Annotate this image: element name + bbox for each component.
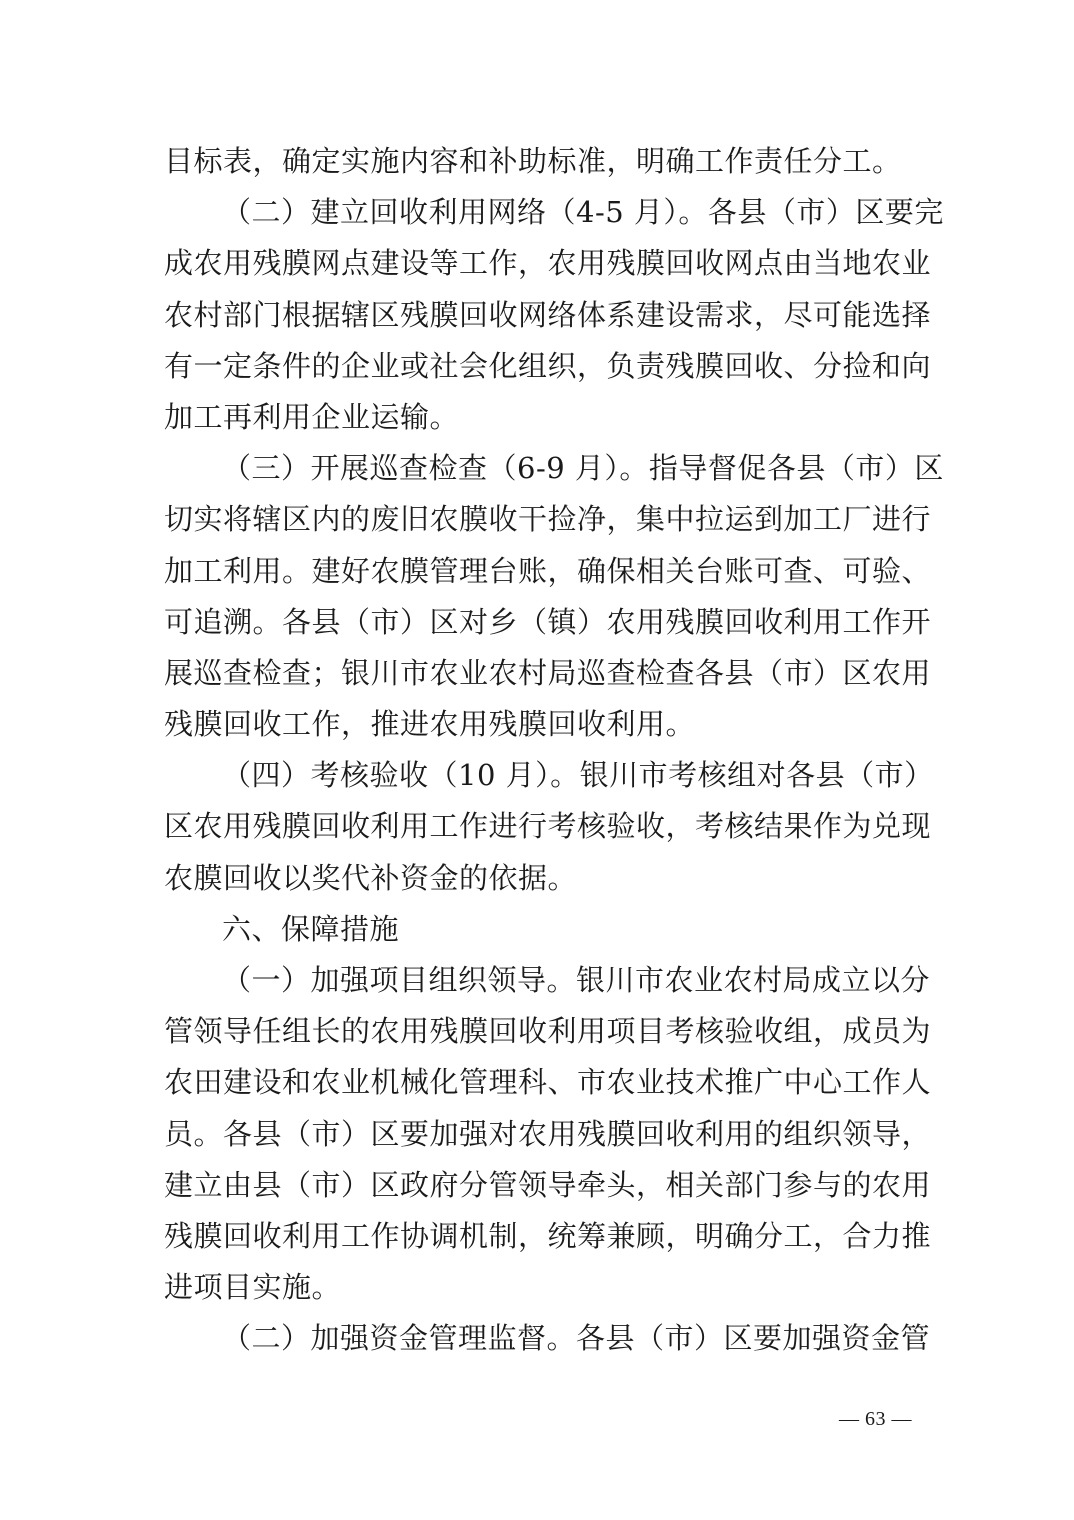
paragraph-line: 管领导任组长的农用残膜回收利用项目考核验收组，成员为 xyxy=(164,1014,932,1049)
paragraph-line: （四）考核验收（10 月）。银川市考核组对各县（市） xyxy=(222,758,934,793)
paragraph-line: 残膜回收工作，推进农用残膜回收利用。 xyxy=(164,707,696,742)
paragraph-line: 切实将辖区内的废旧农膜收干捡净，集中拉运到加工厂进行 xyxy=(164,502,932,537)
paragraph-line: 员。各县（市）区要加强对农用残膜回收利用的组织领导， xyxy=(164,1116,932,1151)
paragraph-line: （二）建立回收利用网络（4-5 月）。各县（市）区要完 xyxy=(222,195,944,230)
paragraph-line: （二）加强资金管理监督。各县（市）区要加强资金管 xyxy=(222,1321,931,1356)
paragraph-line: 进项目实施。 xyxy=(164,1270,342,1305)
paragraph-line: 残膜回收利用工作协调机制，统筹兼顾，明确分工，合力推 xyxy=(164,1218,932,1253)
paragraph-line: 成农用残膜网点建设等工作，农用残膜回收网点由当地农业 xyxy=(164,246,932,281)
paragraph-line: 建立由县（市）区政府分管领导牵头，相关部门参与的农用 xyxy=(164,1167,932,1202)
document-body xyxy=(164,136,944,1365)
paragraph-line: 目标表，确定实施内容和补助标准，明确工作责任分工。 xyxy=(164,144,902,178)
paragraph-line: （三）开展巡查检查（6-9 月）。指导督促各县（市）区 xyxy=(222,451,944,486)
paragraph-line: 农田建设和农业机械化管理科、市农业技术推广中心工作人 xyxy=(164,1065,932,1100)
paragraph-line: 可追溯。各县（市）区对乡（镇）农用残膜回收利用工作开 xyxy=(164,604,932,639)
paragraph-line: 加工利用。建好农膜管理台账，确保相关台账可查、可验、 xyxy=(164,553,932,588)
page-number: — 63 — xyxy=(839,1408,912,1430)
paragraph-line: 展巡查检查；银川市农业农村局巡查检查各县（市）区农用 xyxy=(164,655,932,690)
paragraph-line: 有一定条件的企业或社会化组织，负责残膜回收、分捡和向 xyxy=(164,348,932,383)
paragraph-line: 农村部门根据辖区残膜回收网络体系建设需求，尽可能选择 xyxy=(164,297,932,332)
paragraph-line: （一）加强项目组织领导。银川市农业农村局成立以分 xyxy=(222,963,931,997)
paragraph-line: 加工再利用企业运输。 xyxy=(164,399,460,434)
paragraph-line: 农膜回收以奖代补资金的依据。 xyxy=(164,860,578,895)
paragraph-line: 区农用残膜回收利用工作进行考核验收，考核结果作为兑现 xyxy=(164,809,932,844)
section-heading: 六、保障措施 xyxy=(222,911,400,946)
